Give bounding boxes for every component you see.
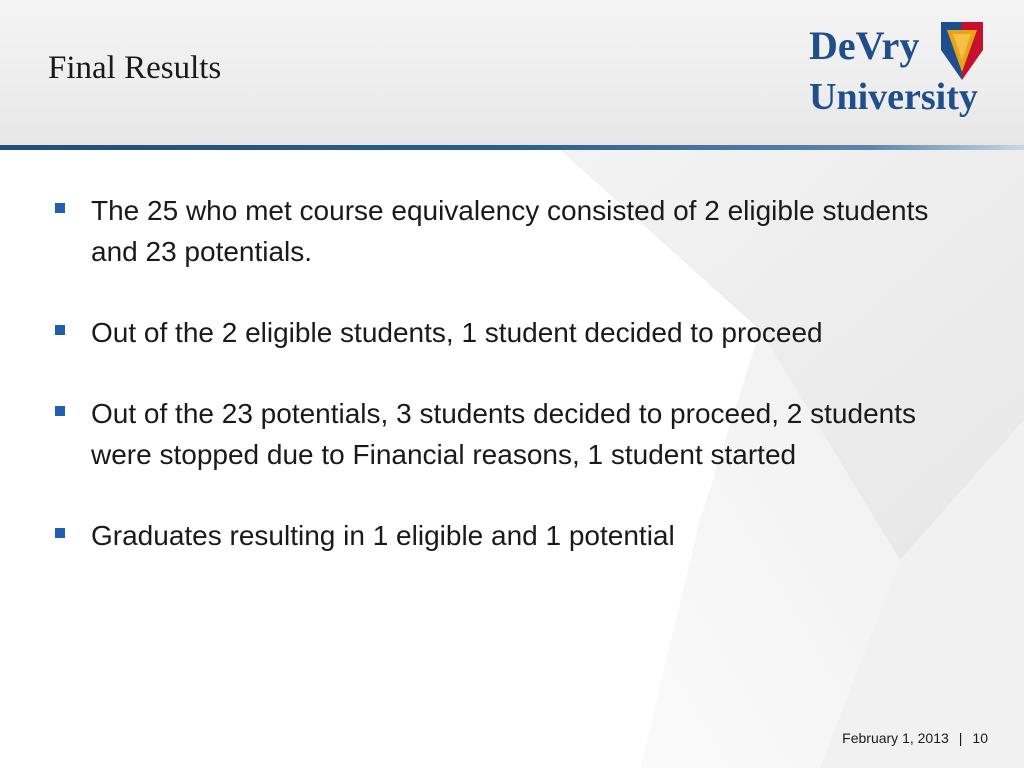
bullet-list [55,190,975,556]
devry-shield-icon [939,20,985,82]
bullet-item [55,515,975,556]
footer-date: February 1, 2013 [842,730,949,746]
bullet-item [55,312,975,353]
logo-text-university: University [809,76,978,118]
bullet-text: Out of the 23 potentials, 3 students decided to proceed, 2 students were stopped due to Financial reasons, 1 student started [91,398,917,470]
slide-body [55,190,975,596]
bullet-text: Out of the 2 eligible students, 1 student decided to proceed [91,317,823,348]
page-number: 10 [972,730,988,746]
footer-separator: | [958,730,963,746]
slide-footer [842,730,988,746]
square-bullet-icon [55,203,65,213]
bullet-item [55,190,975,272]
slide-title: Final Results [48,50,222,86]
bullet-text: The 25 who met course equivalency consisted of 2 eligible students and 23 potentials. [91,195,929,267]
bullet-item [55,393,975,475]
header-divider [0,145,1024,150]
devry-logo [809,20,994,120]
slide-header [0,0,1024,145]
logo-text-devry: DeVry [809,23,920,68]
bullet-text: Graduates resulting in 1 eligible and 1 potential [91,520,675,551]
square-bullet-icon [55,406,65,416]
square-bullet-icon [55,528,65,538]
square-bullet-icon [55,325,65,335]
